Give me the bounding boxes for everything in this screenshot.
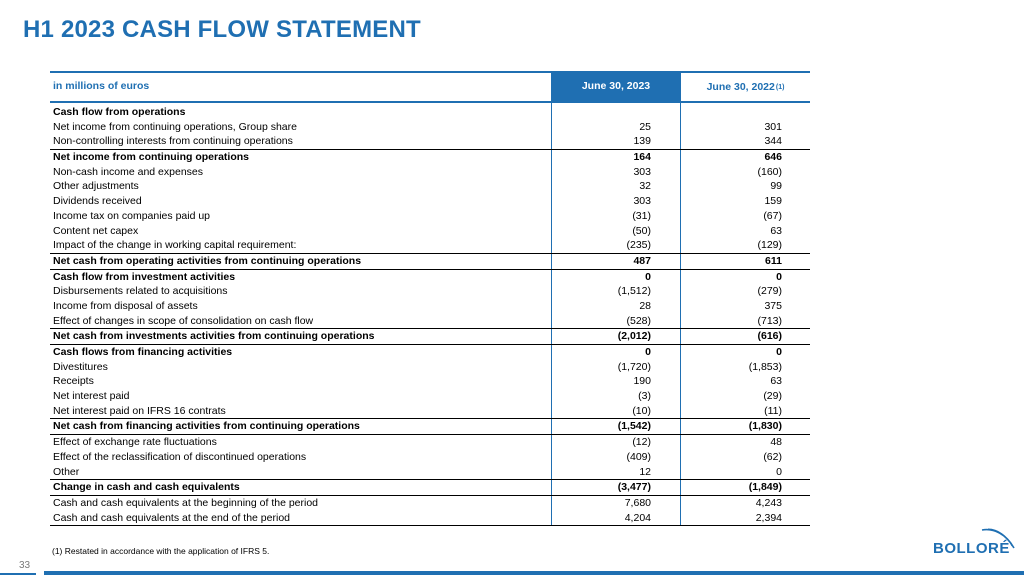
unit-label: in millions of euros [53,80,150,92]
table-row [50,209,810,224]
value-2022: 611 [765,254,782,267]
table-row [50,389,810,404]
value-2022: (713) [757,314,782,327]
row-label: Disbursements related to acquisitions [53,285,228,298]
column-header-2022: June 30, 2022 (1) [706,81,785,93]
value-2022: 159 [764,195,782,208]
logo-text: BOLLORÉ [933,540,1010,557]
row-label: Non-controlling interests from continuing operations [53,135,293,148]
value-2022: 375 [764,299,782,312]
table-header [50,71,810,103]
value-2022: (160) [757,165,782,178]
value-2022: (616) [757,330,782,343]
value-2023: (3,477) [617,481,651,494]
table-row [50,253,810,269]
value-2023: 7,680 [624,496,651,509]
value-2023: 25 [639,120,651,133]
table-row [50,344,810,360]
value-2023: 32 [639,180,651,193]
column-header-2023: June 30, 2023 [551,71,681,101]
table-row [50,328,810,344]
value-2022: 301 [764,120,782,133]
page-title: H1 2023 CASH FLOW STATEMENT [23,16,421,43]
table-body [50,103,810,526]
value-2022: 2,394 [755,511,782,524]
row-label: Net income from continuing operations [53,151,250,164]
value-2022: (62) [763,450,782,463]
table-row [50,374,810,389]
value-2023: (12) [632,436,651,449]
value-2022: (67) [763,209,782,222]
value-2023: (1,512) [617,285,651,298]
value-2023: (31) [632,209,651,222]
value-2023: 0 [645,270,651,283]
value-2023: 303 [633,165,651,178]
value-2022: (11) [764,404,782,417]
table-row [50,120,810,135]
table-row [50,224,810,239]
table-row [50,194,810,209]
row-label: Net cash from operating activities from continuing operations [53,254,362,267]
row-label: Cash and cash equivalents at the end of the period [53,511,290,524]
value-2023: (235) [626,239,651,252]
table-row [50,434,810,450]
value-2022: (129) [757,239,782,252]
footnote-ref: (1) [775,83,785,91]
row-label: Income tax on companies paid up [53,209,211,222]
table-row [50,179,810,194]
value-2022: 63 [770,224,782,237]
value-2022: 63 [770,375,782,388]
value-2022: (279) [757,285,782,298]
table-row [50,284,810,299]
row-label: Divestitures [53,360,108,373]
value-2023: 12 [639,465,651,478]
table-row [50,165,810,180]
value-2022: 4,243 [755,496,782,509]
row-label: Non-cash income and expenses [53,165,204,178]
value-2023: (1,542) [617,420,651,433]
table-row [50,495,810,511]
value-2022: 0 [776,465,782,478]
value-2022: 99 [770,180,782,193]
row-label: Other [53,465,80,478]
value-2023: (2,012) [617,330,651,343]
footer-rule-left [0,573,36,575]
table-row [50,149,810,165]
table-row [50,418,810,434]
page-number: 33 [19,560,31,571]
row-label: Cash flow from operations [53,106,186,118]
value-2023: 139 [633,135,651,148]
table-row [50,299,810,314]
table-row [50,479,810,495]
value-2023: 190 [633,375,651,388]
row-label: Change in cash and cash equivalents [53,481,240,494]
value-2022: (1,853) [748,360,782,373]
row-label: Impact of the change in working capital requirement: [53,239,297,252]
value-2022: (1,830) [748,420,782,433]
value-2022: 344 [764,135,782,148]
footer-rule [44,571,1024,575]
row-label: Cash and cash equivalents at the beginning of the period [53,496,319,509]
bollore-logo [930,526,1016,560]
row-label: Net income from continuing operations, Group share [53,120,297,133]
table-row [50,511,810,527]
value-2023: (409) [626,450,651,463]
value-2023: (3) [638,390,651,403]
row-label: Net interest paid [53,390,130,403]
table-row [50,314,810,329]
value-2023: 28 [639,299,651,312]
row-label: Effect of exchange rate fluctuations [53,436,217,449]
row-label: Cash flows from financing activities [53,346,233,358]
table-row [50,238,810,253]
table-row [50,269,810,285]
value-2022: (1,849) [748,481,782,494]
value-2023: 4,204 [624,511,651,524]
value-2023: (10) [632,404,651,417]
value-2022: 0 [776,270,782,283]
table-row [50,450,810,465]
value-2022: 48 [770,436,782,449]
row-label: Net interest paid on IFRS 16 contrats [53,404,226,417]
row-label: Net cash from financing activities from continuing operations [53,420,360,433]
row-label: Content net capex [53,224,139,237]
value-2022: 0 [776,346,782,358]
row-label: Effect of changes in scope of consolidation on cash flow [53,314,314,327]
table-row [50,360,810,375]
row-label: Dividends received [53,195,142,208]
value-2023: 164 [633,151,651,164]
row-label: Receipts [53,375,94,388]
cash-flow-table [50,71,810,526]
value-2023: (50) [632,224,651,237]
table-row [50,404,810,419]
row-label: Net cash from investments activities from continuing operations [53,330,375,343]
value-2023: (1,720) [617,360,651,373]
value-2023: 487 [633,254,651,267]
row-label: Cash flow from investment activities [53,270,236,283]
table-row [50,134,810,149]
table-row [50,105,810,120]
value-2023: 0 [645,346,651,358]
value-2022: 646 [764,151,782,164]
table-row [50,465,810,480]
value-2023: (528) [626,314,651,327]
row-label: Other adjustments [53,180,139,193]
footnote: (1) Restated in accordance with the application of IFRS 5. [52,546,270,556]
row-label: Income from disposal of assets [53,299,198,312]
value-2023: 303 [633,195,651,208]
value-2022: (29) [763,390,782,403]
row-label: Effect of the reclassification of discontinued operations [53,450,307,463]
